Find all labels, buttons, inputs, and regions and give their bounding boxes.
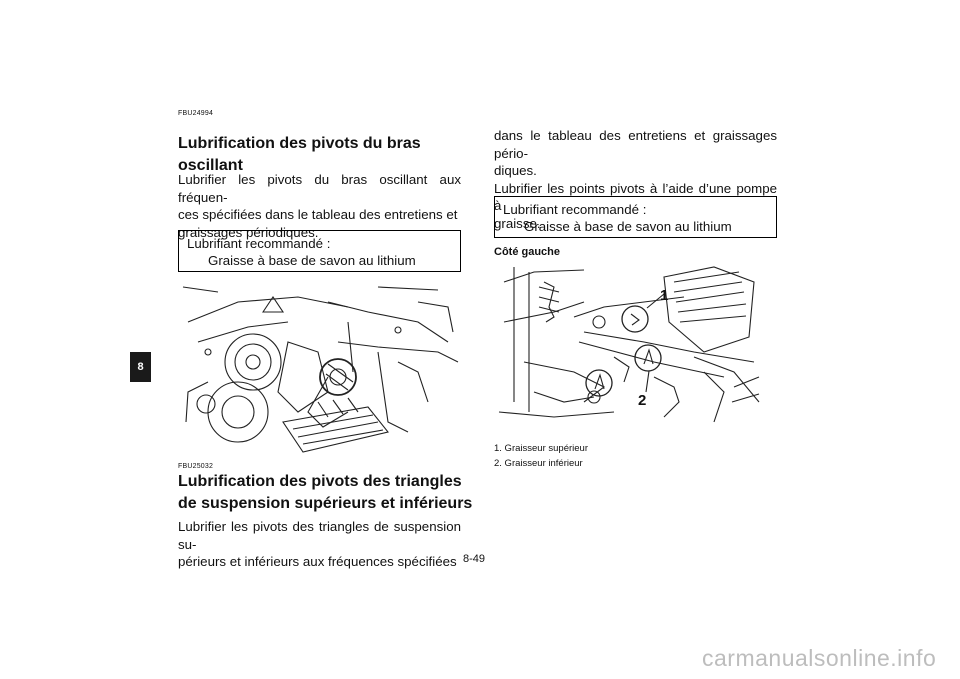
section-code-2: FBU25032 <box>178 463 214 470</box>
lubricant-label: Lubrifiant recommandé : <box>187 236 331 251</box>
figure-legend <box>494 441 588 471</box>
section-title-line: Lubrification des pivots du bras <box>178 135 421 152</box>
section-code-1: FBU24994 <box>178 110 214 117</box>
section-title-line: oscillant <box>178 157 243 174</box>
suspension-pivots-illustration <box>494 262 764 427</box>
callout-1: 1 <box>660 287 669 304</box>
lubricant-value: Graisse à base de savon au lithium <box>524 219 732 234</box>
chapter-tab: 8 <box>130 352 151 382</box>
paragraph-line: Lubrifier les pivots du bras oscillant aux fréquen- <box>178 172 461 205</box>
lubricant-value: Graisse à base de savon au lithium <box>208 253 416 268</box>
paragraph-line: graissages périodiques. <box>178 224 319 240</box>
paragraph-line: dans le tableau des entretiens et graissages pério- <box>494 128 777 161</box>
paragraph-line: Lubrifier les pivots des triangles de suspension su- <box>178 519 461 552</box>
section-title-wishbones <box>178 471 472 515</box>
lubricant-box-2 <box>494 196 777 238</box>
paragraph-line: diques. <box>494 163 537 178</box>
lubricant-box-1 <box>178 230 461 272</box>
lubricant-label: Lubrifiant recommandé : <box>503 202 647 217</box>
callout-2: 2 <box>638 392 647 409</box>
paragraph-line: Lubrifier les points pivots à l’aide d’une pompe à <box>494 180 777 213</box>
paragraph-line: périeurs et inférieurs aux fréquences spécifiées <box>178 554 457 569</box>
page-number: 8-49 <box>463 553 486 565</box>
legend-item: 1. Graisseur supérieur <box>494 443 588 454</box>
wishbones-paragraph <box>178 518 461 571</box>
section-title-line: de suspension supérieurs et inférieurs <box>178 495 473 512</box>
paragraph-line: graisse. <box>494 215 541 231</box>
subheading-left-side: Côté gauche <box>494 246 561 258</box>
paragraph-line: ces spécifiées dans le tableau des entretiens et <box>178 207 458 222</box>
section-title-line: Lubrification des pivots des triangles <box>178 473 462 490</box>
watermark: carmanualsonline.info <box>702 645 937 671</box>
legend-item: 2. Graisseur inférieur <box>494 458 583 469</box>
swingarm-pivot-illustration <box>178 282 461 454</box>
